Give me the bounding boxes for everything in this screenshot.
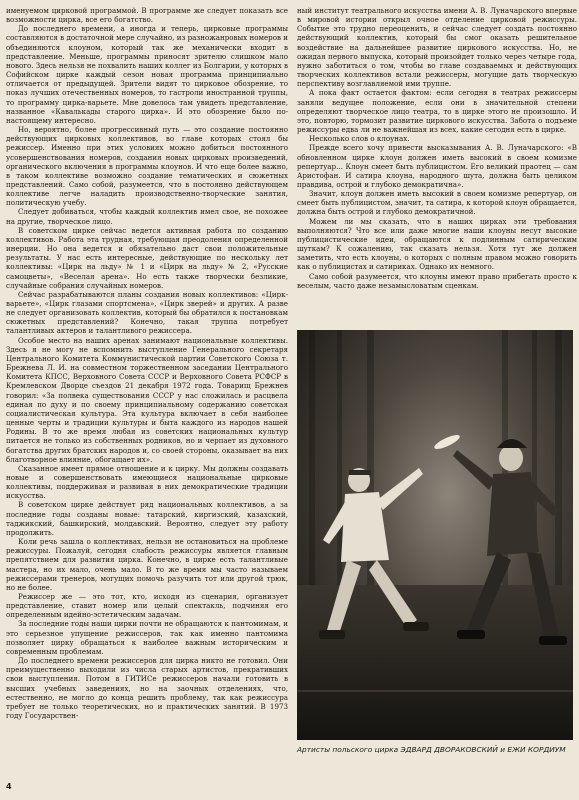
paragraph: До последнего времени, а иногда и теперь, цирковые программы составляются в достаточной мере случайно, из разножанровых номеров и объединяются клоуном, который так же механически входит в представление. Меньше, программы приносят зрителю слишком мало нового. Здесь нельзя не похвалить наших коллег из Болгарии, у которых в Софийском цирке каждый сезон новая программа принципиально отличается от предыдущей. Зрители видят то цирковое обозрение, то показ лучших отечественных номеров, то гастроли иностранной труппы, то программу цирка-варьете. Мне довелось там увидеть представление, названное «Кавалькады старого цирка». И это обозрение было по-настоящему интересно. [6,24,288,125]
paragraph: Несколько слов о клоунах. [309,134,410,144]
paragraph: Сейчас разрабатываются планы создания новых коллективов: «Цирк-варьете», «Цирк глазами спортсмена», «Цирк зверей» и других. А разве не следует организовать коллектив, который бы обратился к постановкам сюжетных представлений? Конечно, такая труппа потребует талантливых актеров и талантливого режиссера. [6,289,288,336]
right-text-column [297,6,577,326]
floor-line [297,690,573,692]
paragraph: Прежде всего хочу привести высказывания А. В. Луначарского: «В обновленном цирке клоун должен иметь высокий в своем комизме репертуар... Клоун смеет быть публицистом. Его великий праотец — сам Аристофан. И сатира клоуна, народного шута, должна быть целиком правдива, острой и глубоко демократична». [297,143,577,189]
page-number: 4 [6,782,12,791]
paragraph: Коли речь зашла о коллективах, нельзя не остановиться на проблеме режиссуры. Пожалуй, сегодня слабость режиссуры является главным препятствием для развития цирка. Конечно, в цирке есть талантливые мастера, но их мало, очень мало. В то же время мы часто называем режиссерами тренеров, могущих помочь разучить тот или другой трюк, но не более. [6,537,288,592]
paragraph: Следует добиваться, чтобы каждый коллектив имел свое, не похожее на другие, творческое лицо. [6,207,288,226]
paragraph: Сказанное имеет прямое отношение и к цирку. Мы должны создавать новые и совершенствовать имеющиеся национальные цирковые коллективы, поддерживая и развивая в них демократические традиции искусства. [6,463,288,501]
paragraph: Режиссер же — это тот, кто, исходя из сценария, организует представление, ставит номер или целый спектакль, подчиняя его определенным идейно-эстетическим задачам. [6,592,288,620]
paragraph: До последнего времени режиссеров для цирка никто не готовил. Они преимущественно выходили из числа старых артистов, прекративших свои выступления. Потом в ГИТИСе режиссеров начали готовить в высших учебных заведениях, но на заочных отделениях, что, естественно, не могло до конца решить проблему, так как режиссура требует не только теоретических, но и практических занятий. В 1973 году Государствен- [6,656,288,721]
paragraph: За последние годы наши цирки почти не обращаются к пантомимам, и это серьезное упущение режиссеров, так как именно пантомима позволяет цирку обращаться к наиболее важным историческим и современным проблемам. [6,619,288,656]
left-text-column [6,6,288,792]
paragraph: Можем ли мы сказать, что в наших цирках эти требования выполняются? Что все или даже многие наши клоуны несут высокие публицистические идеи, обращаются к подлинным сатирическим шуткам? К сожалению, так сказать нельзя. Хотя тут же должен заметить, что есть клоуны, о которых с полным правом можно говорить как о публицистах и сатириках. Однако их немного. [297,216,577,272]
circus-photo [297,330,573,740]
paragraph: В советском цирке действует ряд национальных коллективов, а за последние годы созданы новые: татарский, киргизский, казахский, таджикский, башкирский, молдавский. Вероятно, следует эту работу продолжить. [6,500,288,537]
paragraph: ный институт театрального искусства имени А. В. Луначарского впервые в мировой истории открыл очное отделение цирковой режиссуры. Событие это трудно переоценить, и сейчас следует создать постоянно действующий коллектив, который бы смог оказать решительное воздействие на дальнейшее развитие циркового искусства. Но, не ожидая первого выпуска, который произойдет только через четыре года, нужно заботиться о том, чтобы во главе создаваемых и действующих творческих коллективов встали режиссеры, могущие дать творческую перспективу возглавляемой ими труппе. [297,6,577,89]
paragraph: Значит, клоун должен иметь высокий в своем комизме репертуар, он смеет быть публицистом, значит, та сатира, к которой клоун обращается, должна быть острой и глубоко демократичной. [297,189,577,217]
paragraph: Само собой разумеется, что клоуны имеют право прибегать просто к веселым, часто даже незамысловатым сценкам. [297,271,577,290]
photo-illustration [297,330,573,740]
paragraph: Особое место на наших аренах занимают национальные коллективы. Здесь я не могу не вспомнить выступление Генерального секретаря Центрального Комитета Коммунистической партии Советского Союза т. Брежнева Л. И. на совместном торжественном заседании Центрального Комитета КПСС, Верховного Совета СССР и Верховного Совета РСФСР в Кремлевском Дворце съездов 21 декабря 1972 года. Товарищ Брежнев говорил: «За полвека существования СССР у нас сложилась и расцвела единая по духу и по своему принципиальному содержанию советская социалистическая культура. Эта культура включает в себя наиболее ценные черты и традиции культуры и быта каждого из народов нашей Родины. В то же время любая из советских национальных культур питается не только из собственных родников, но и черпает из духовного богатства других братских народов и, со своей стороны, оказывает на них благотворное влияние, обогащает их». [6,335,288,464]
paragraph: А пока факт остается фактом: если сегодня в театрах режиссеры заняли ведущее положение, если они в значительной степени определяют творческое лицо театра, то в цирке этого не произошло. И это, повторю, тормозит развитие циркового искусства. Забота о подъеме режиссуры едва ли не важнейшая из всех, какие сегодня есть в цирке. [297,88,577,135]
paragraph: Но, вероятно, более прогрессивный путь — это создание постоянно действующих цирковых коллективов, во главе которых стоял бы режиссер. Именно при этих условиях можно добиться постоянного усовершенствования номеров, создания новых цирковых произведений, органического включения в программы клоунов. И что еще более важно, в таком коллективе возможно создание тематических и сюжетных представлений. Само собой, разумеется, что в постоянно действующем коллективе легче наладить производственно-творческие занятия, политическую учебу. [6,125,288,208]
paragraph: В советском цирке сейчас ведется активная работа по созданию коллективов. Работа эта трудная, требующая преодоления определенной инерции. Но она ведется и обязательно даст свои положительные результаты. У нас есть интересные, действующие по нескольку лет коллективы: «Цирк на льду» № 1 и «Цирк на льду» № 2, «Русские самоцветы», «Веселая арена». Но есть также творчески безликие, случайные собрания случайных номеров. [6,225,288,290]
photo-caption: Артисты польского цирка ЭДВАРД ДВОРАКОВСКИЙ и ЕЖИ КОРДИУМ [297,745,566,754]
paragraph: именуемом цирковой программой. В программе же следует показать все возможности цирка, все его богатство. [6,6,288,25]
